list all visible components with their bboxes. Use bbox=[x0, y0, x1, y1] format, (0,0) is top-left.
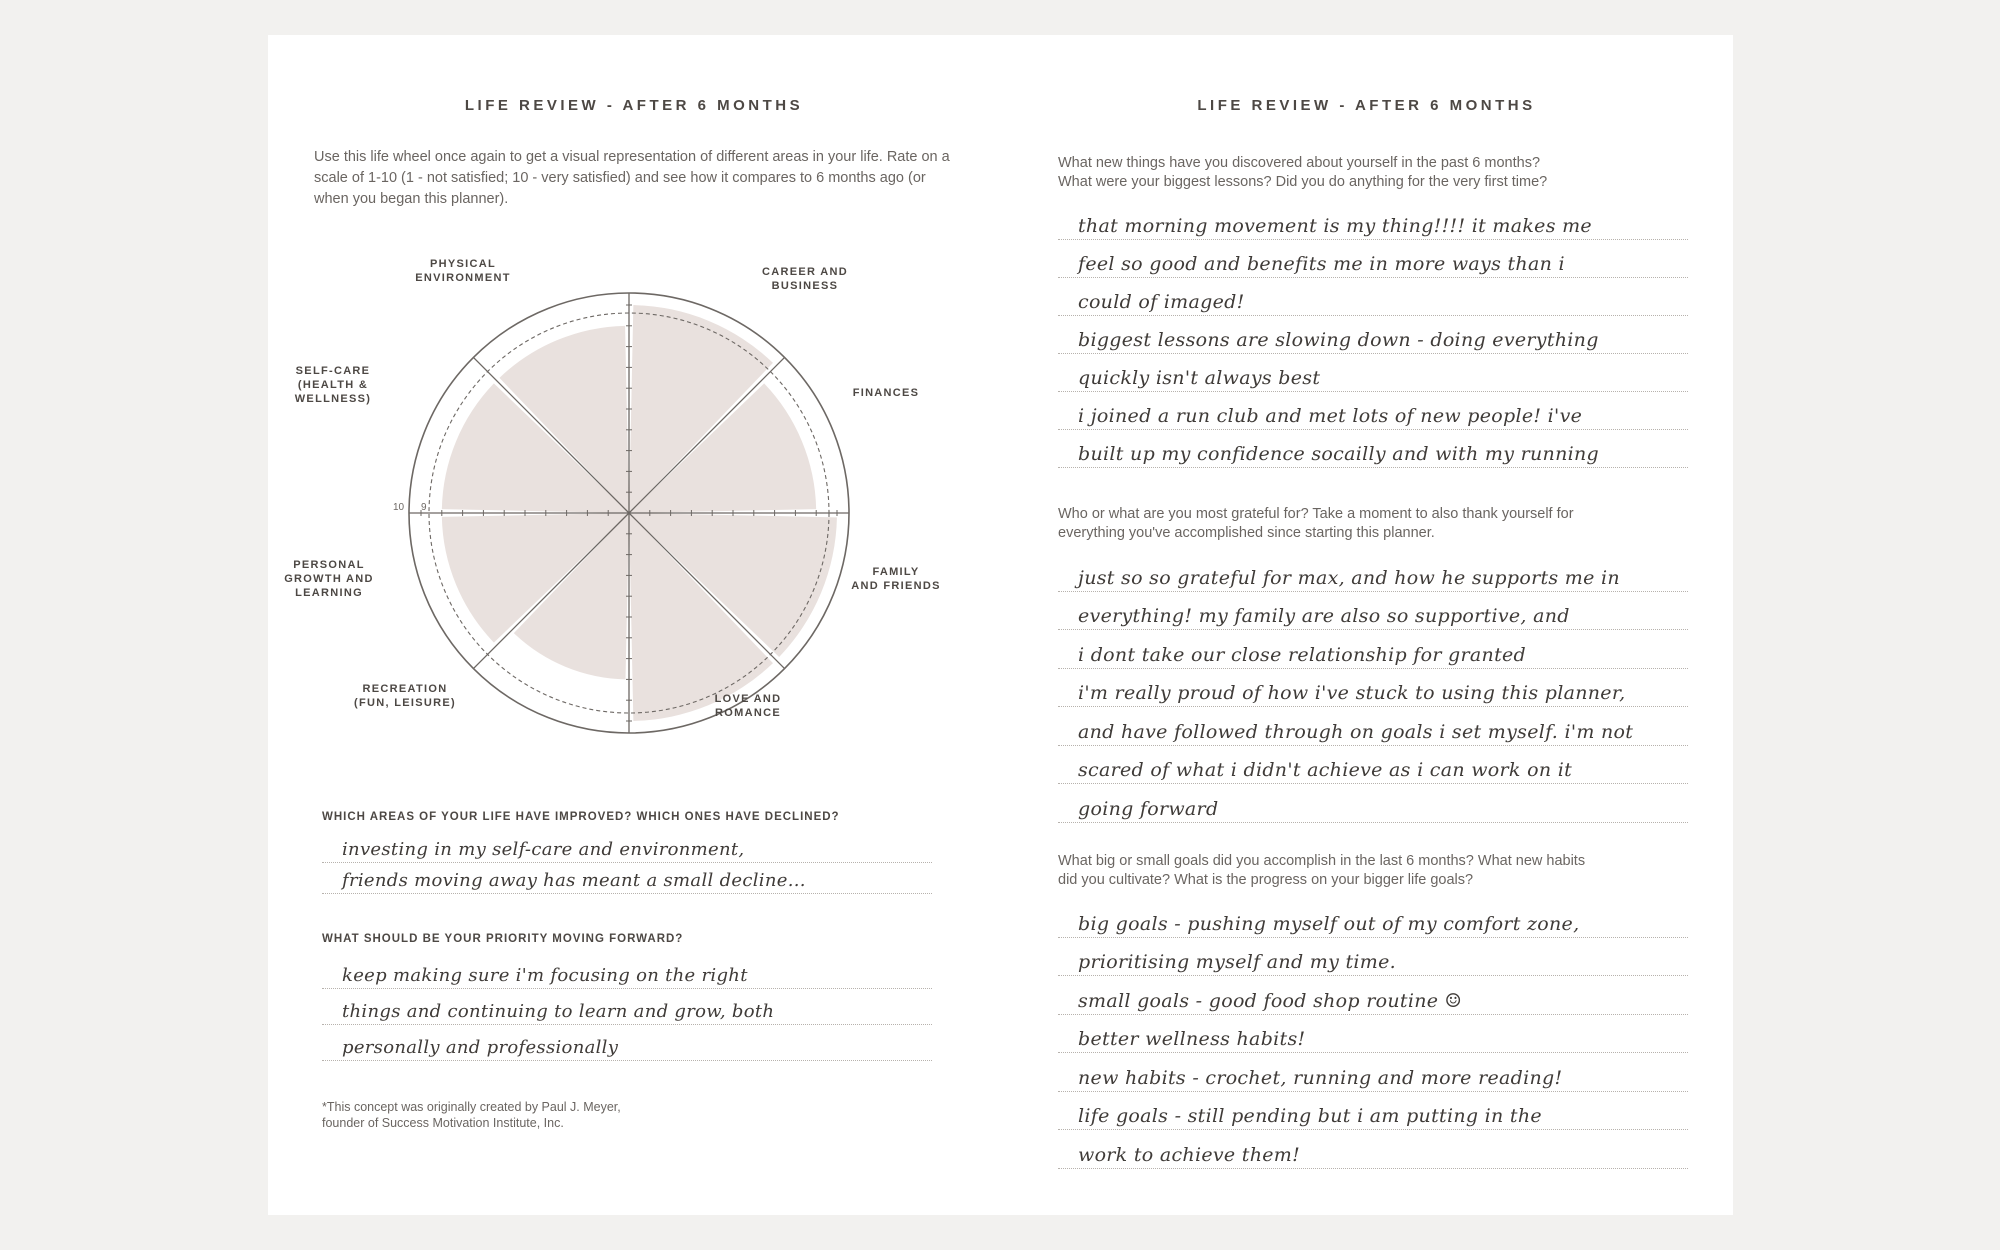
label-physical-environment: PHYSICAL ENVIRONMENT bbox=[415, 258, 511, 284]
answer-lines-improved bbox=[322, 832, 932, 894]
answer-line bbox=[1058, 316, 1688, 354]
handwritten-answer: could of imaged! bbox=[1078, 291, 1245, 313]
handwritten-answer: scared of what i didn't achieve as i can work on it bbox=[1078, 759, 1573, 781]
answer-line bbox=[1058, 976, 1688, 1015]
answer-line bbox=[1058, 707, 1688, 746]
answer-line bbox=[1058, 354, 1688, 392]
answer-line bbox=[1058, 202, 1688, 240]
handwritten-answer: better wellness habits! bbox=[1078, 1028, 1306, 1050]
answer-lines-grateful bbox=[1058, 553, 1688, 823]
handwritten-answer: things and continuing to learn and grow, both bbox=[342, 1001, 775, 1022]
page-title: LIFE REVIEW - AFTER 6 MONTHS bbox=[1197, 97, 1536, 114]
answer-line bbox=[1058, 592, 1688, 631]
handwritten-answer: prioritising myself and my time. bbox=[1078, 951, 1396, 973]
answer-lines-priority bbox=[322, 953, 932, 1061]
handwritten-answer: everything! my family are also so supportive, and bbox=[1078, 605, 1570, 627]
label-career-business: CAREER AND BUSINESS bbox=[762, 266, 848, 292]
answer-line bbox=[1058, 553, 1688, 592]
handwritten-answer: work to achieve them! bbox=[1078, 1143, 1301, 1166]
question-discoveries: What new things have you discovered about yourself in the past 6 months? What were your biggest lessons? Did you do anything for the very first time? bbox=[1058, 155, 1548, 190]
answer-line bbox=[322, 989, 932, 1025]
answer-lines-discoveries bbox=[1058, 202, 1688, 468]
answer-line bbox=[1058, 784, 1688, 823]
answer-line bbox=[1058, 1092, 1688, 1131]
handwritten-answer: i dont take our close relationship for granted bbox=[1078, 643, 1527, 666]
label-self-care: SELF-CARE (HEALTH & WELLNESS) bbox=[294, 365, 372, 405]
answer-lines-goals bbox=[1058, 899, 1688, 1169]
handwritten-answer: feel so good and benefits me in more ways than i bbox=[1078, 253, 1565, 275]
footnote: *This concept was originally created by Paul J. Meyer, founder of Success Motivation Institute, Inc. bbox=[322, 1100, 621, 1130]
handwritten-answer: investing in my self-care and environment, bbox=[342, 839, 745, 860]
intro-text: Use this life wheel once again to get a visual representation of different areas in your life. Rate on a scale of 1-10 (1 - not satisfied; 10 - very satisfied) and see how it compares to 6 months ago (or when you began this planner). bbox=[314, 149, 950, 207]
handwritten-answer: friends moving away has meant a small decline... bbox=[342, 870, 806, 891]
handwritten-answer: biggest lessons are slowing down - doing everything bbox=[1078, 329, 1599, 351]
answer-line bbox=[1058, 240, 1688, 278]
right-page bbox=[1000, 35, 1733, 1215]
handwritten-answer: built up my confidence socailly and with my running bbox=[1078, 443, 1599, 465]
answer-line bbox=[1058, 746, 1688, 785]
question-improved-declined: WHICH AREAS OF YOUR LIFE HAVE IMPROVED? WHICH ONES HAVE DECLINED? bbox=[322, 811, 840, 823]
answer-line bbox=[1058, 1053, 1688, 1092]
label-personal-growth: PERSONAL GROWTH AND LEARNING bbox=[284, 559, 374, 599]
scale-label-9: 9 bbox=[421, 502, 427, 513]
answer-line bbox=[322, 832, 932, 863]
handwritten-answer: going forward bbox=[1078, 797, 1219, 820]
answer-line bbox=[1058, 899, 1688, 938]
handwritten-answer: i'm really proud of how i've stuck to using this planner, bbox=[1078, 682, 1626, 704]
answer-line bbox=[322, 953, 932, 989]
label-family-friends: FAMILY AND FRIENDS bbox=[851, 566, 941, 592]
handwritten-answer: and have followed through on goals i set myself. i'm not bbox=[1078, 720, 1634, 743]
answer-line bbox=[1058, 392, 1688, 430]
answer-line bbox=[1058, 278, 1688, 316]
handwritten-answer: that morning movement is my thing!!!! it makes me bbox=[1078, 215, 1592, 237]
handwritten-answer: keep making sure i'm focusing on the right bbox=[342, 965, 748, 986]
answer-line bbox=[1058, 1130, 1688, 1169]
answer-line bbox=[1058, 430, 1688, 468]
answer-line bbox=[322, 863, 932, 894]
handwritten-answer: small goals - good food shop routine ☺ bbox=[1078, 989, 1462, 1012]
answer-line bbox=[1058, 630, 1688, 669]
planner-spread bbox=[268, 35, 1733, 1215]
question-goals: What big or small goals did you accomplish in the last 6 months? What new habits did you cultivate? What is the progress on your bigger life goals? bbox=[1058, 853, 1586, 888]
handwritten-answer: i joined a run club and met lots of new people! i've bbox=[1078, 405, 1583, 427]
handwritten-answer: life goals - still pending but i am putting in the bbox=[1078, 1105, 1542, 1127]
answer-line bbox=[1058, 1015, 1688, 1054]
page-title: LIFE REVIEW - AFTER 6 MONTHS bbox=[464, 97, 804, 114]
answer-line bbox=[1058, 938, 1688, 977]
question-grateful: Who or what are you most grateful for? Take a moment to also thank yourself for everything you've accomplished since starting this planner. bbox=[1058, 506, 1574, 541]
scale-label-10: 10 bbox=[393, 502, 405, 513]
question-priority: WHAT SHOULD BE YOUR PRIORITY MOVING FORWARD? bbox=[322, 933, 684, 945]
handwritten-answer: personally and professionally bbox=[342, 1037, 619, 1058]
handwritten-answer: big goals - pushing myself out of my comfort zone, bbox=[1078, 912, 1580, 935]
label-finances: FINANCES bbox=[852, 387, 920, 399]
handwritten-answer: quickly isn't always best bbox=[1078, 367, 1321, 389]
label-love-romance: LOVE AND ROMANCE bbox=[714, 693, 782, 719]
label-recreation: RECREATION (FUN, LEISURE) bbox=[354, 683, 456, 709]
handwritten-answer: just so so grateful for max, and how he supports me in bbox=[1078, 566, 1620, 589]
left-page bbox=[268, 35, 1000, 1215]
answer-line bbox=[1058, 669, 1688, 708]
answer-line bbox=[322, 1025, 932, 1061]
handwritten-answer: new habits - crochet, running and more reading! bbox=[1078, 1066, 1563, 1089]
